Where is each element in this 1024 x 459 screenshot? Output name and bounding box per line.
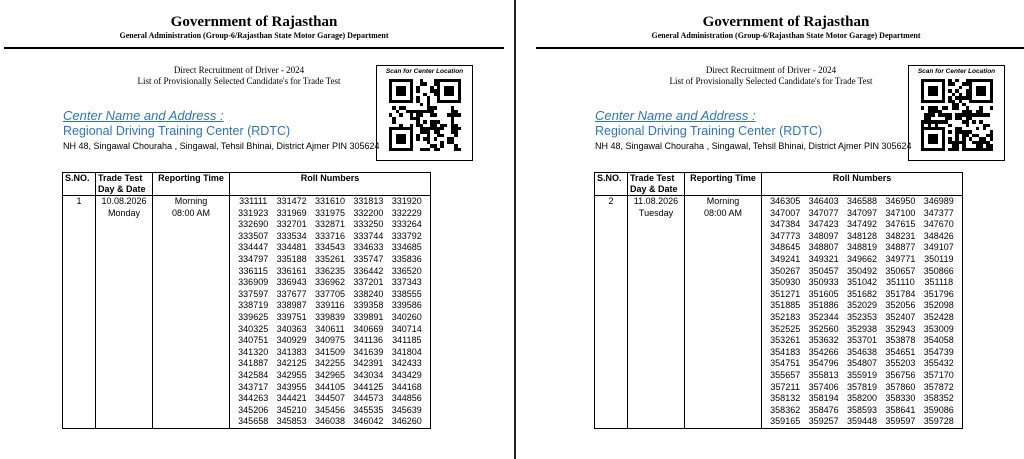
session-value: Morning bbox=[706, 196, 740, 206]
date-value: 11.08.2026 bbox=[633, 196, 679, 206]
day-value: Tuesday bbox=[638, 207, 674, 218]
roll-number: 341804 bbox=[391, 346, 422, 357]
roll-number: 348426 bbox=[923, 230, 954, 241]
roll-number: 348097 bbox=[808, 230, 839, 241]
roll-number: 346989 bbox=[923, 196, 954, 206]
roll-number: 351042 bbox=[846, 277, 878, 288]
roll-number: 347384 bbox=[770, 219, 801, 230]
roll-number: 336909 bbox=[238, 277, 269, 288]
roll-number: 331111 bbox=[239, 196, 268, 206]
schedule-table bbox=[594, 172, 963, 429]
roll-number: 334543 bbox=[314, 242, 346, 253]
time-value: 08:00 AM bbox=[703, 207, 743, 218]
table-header-row bbox=[63, 173, 431, 196]
roll-number: 346305 bbox=[770, 196, 801, 206]
roll-number: 354739 bbox=[923, 346, 954, 357]
document-page-2 bbox=[536, 0, 1024, 459]
roll-number: 350657 bbox=[885, 265, 916, 276]
roll-number: 346950 bbox=[885, 196, 916, 206]
roll-number: 331813 bbox=[353, 196, 384, 206]
roll-number: 345853 bbox=[276, 416, 307, 427]
roll-number: 339586 bbox=[391, 300, 422, 311]
roll-number: 351682 bbox=[846, 288, 878, 299]
roll-number: 348645 bbox=[770, 242, 801, 253]
list-title: List of Provisionally Selected Candidate's for Trade Test bbox=[669, 76, 873, 86]
roll-number: 358352 bbox=[923, 393, 954, 404]
roll-number: 331969 bbox=[276, 207, 307, 218]
row-date bbox=[96, 196, 153, 429]
roll-number: 347100 bbox=[885, 207, 916, 218]
roll-number: 347670 bbox=[923, 219, 954, 230]
roll-number: 353261 bbox=[770, 335, 801, 346]
recruitment-title: Direct Recruitment of Driver - 2024 bbox=[173, 65, 305, 75]
roll-number: 335836 bbox=[391, 253, 422, 264]
roll-number: 352525 bbox=[770, 323, 801, 334]
roll-number: 344856 bbox=[391, 393, 422, 404]
roll-number: 350866 bbox=[923, 265, 954, 276]
row-roll-numbers bbox=[230, 196, 431, 429]
roll-number: 338555 bbox=[391, 288, 422, 299]
roll-number: 343955 bbox=[276, 381, 307, 392]
roll-number: 332701 bbox=[276, 219, 307, 230]
roll-number: 341887 bbox=[238, 358, 269, 369]
roll-number: 347097 bbox=[846, 207, 878, 218]
roll-number: 338987 bbox=[276, 300, 307, 311]
roll-number: 338240 bbox=[353, 288, 384, 299]
roll-number: 351886 bbox=[808, 300, 839, 311]
roll-number: 359448 bbox=[846, 416, 878, 427]
roll-number: 335261 bbox=[314, 253, 346, 264]
roll-number: 346403 bbox=[808, 196, 839, 206]
roll-number: 355657 bbox=[770, 369, 801, 380]
center-name: Regional Driving Training Center (RDTC) bbox=[595, 124, 823, 138]
recruitment-heading bbox=[646, 65, 896, 87]
roll-number: 358132 bbox=[770, 393, 801, 404]
center-address: NH 48, Singawal Chouraha , Singawal, Tehsil Bhinai, District Ajmer PIN 305624 bbox=[595, 141, 912, 151]
center-label: Center Name and Address : bbox=[63, 108, 224, 123]
roll-number: 337343 bbox=[391, 277, 422, 288]
roll-number: 343717 bbox=[238, 381, 269, 392]
roll-number: 353701 bbox=[846, 335, 878, 346]
roll-number: 344168 bbox=[391, 381, 422, 392]
roll-number: 359257 bbox=[808, 416, 839, 427]
roll-number: 337201 bbox=[353, 277, 384, 288]
roll-number: 331975 bbox=[314, 207, 346, 218]
roll-number: 340363 bbox=[276, 323, 307, 334]
roll-number: 358476 bbox=[808, 404, 839, 415]
roll-number: 354183 bbox=[770, 346, 801, 357]
roll-number: 349241 bbox=[770, 253, 801, 264]
roll-number: 348128 bbox=[846, 230, 878, 241]
roll-number: 345210 bbox=[276, 404, 307, 415]
government-title: Government of Rajasthan bbox=[702, 14, 870, 30]
roll-number: 346038 bbox=[314, 416, 346, 427]
roll-number: 352407 bbox=[885, 311, 916, 322]
schedule-table bbox=[62, 172, 431, 429]
roll-number: 354651 bbox=[885, 346, 916, 357]
roll-number: 341185 bbox=[392, 335, 422, 346]
roll-number: 342584 bbox=[238, 369, 269, 380]
roll-number: 348819 bbox=[846, 242, 878, 253]
roll-number: 358641 bbox=[885, 404, 916, 415]
roll-number: 342965 bbox=[314, 369, 346, 380]
roll-number: 340975 bbox=[314, 335, 346, 346]
roll-number: 333264 bbox=[391, 219, 422, 230]
center-name: Regional Driving Training Center (RDTC) bbox=[63, 124, 291, 138]
roll-number: 348877 bbox=[885, 242, 916, 253]
roll-number: 346588 bbox=[846, 196, 878, 206]
roll-number: 345456 bbox=[314, 404, 346, 415]
roll-number: 354058 bbox=[923, 335, 954, 346]
roll-number: 341383 bbox=[276, 346, 307, 357]
list-title: List of Provisionally Selected Candidate's for Trade Test bbox=[137, 76, 341, 86]
roll-number: 340929 bbox=[276, 335, 307, 346]
roll-number: 347423 bbox=[808, 219, 839, 230]
roll-number: 345535 bbox=[353, 404, 384, 415]
roll-number: 340325 bbox=[238, 323, 269, 334]
roll-number: 358194 bbox=[808, 393, 839, 404]
roll-number: 350933 bbox=[808, 277, 839, 288]
roll-number: 336943 bbox=[276, 277, 307, 288]
roll-number: 350457 bbox=[808, 265, 839, 276]
header-roll-numbers: Roll Numbers bbox=[762, 173, 963, 196]
qr-code[interactable] bbox=[389, 79, 461, 151]
roll-number: 341509 bbox=[314, 346, 346, 357]
roll-number: 349107 bbox=[923, 242, 954, 253]
roll-number: 355813 bbox=[808, 369, 839, 380]
table-row bbox=[595, 196, 963, 429]
roll-number: 342391 bbox=[353, 358, 384, 369]
roll-number: 352029 bbox=[846, 300, 878, 311]
roll-number: 345658 bbox=[238, 416, 269, 427]
roll-number: 352183 bbox=[770, 311, 801, 322]
center-address: NH 48, Singawal Chouraha , Singawal, Tehsil Bhinai, District Ajmer PIN 305624 bbox=[63, 141, 380, 151]
recruitment-title: Direct Recruitment of Driver - 2024 bbox=[705, 65, 837, 75]
roll-number: 350267 bbox=[770, 265, 801, 276]
roll-number: 339358 bbox=[353, 300, 384, 311]
roll-number: 338719 bbox=[238, 300, 269, 311]
roll-number: 348807 bbox=[808, 242, 839, 253]
roll-number: 349662 bbox=[846, 253, 878, 264]
roll-number: 339891 bbox=[353, 311, 384, 322]
roll-numbers-grid bbox=[232, 196, 428, 428]
roll-number: 344421 bbox=[276, 393, 307, 404]
roll-number: 347377 bbox=[923, 207, 954, 218]
center-label: Center Name and Address : bbox=[595, 108, 756, 123]
roll-number: 340260 bbox=[391, 311, 422, 322]
row-reporting bbox=[153, 196, 230, 429]
roll-number: 352344 bbox=[808, 311, 839, 322]
roll-number: 344507 bbox=[314, 393, 346, 404]
roll-number: 359086 bbox=[923, 404, 954, 415]
roll-number: 334481 bbox=[276, 242, 307, 253]
roll-number: 354796 bbox=[808, 358, 839, 369]
roll-number: 351784 bbox=[885, 288, 916, 299]
roll-number: 336962 bbox=[314, 277, 346, 288]
roll-number: 333250 bbox=[353, 219, 384, 230]
roll-number: 346042 bbox=[353, 416, 384, 427]
roll-number: 350930 bbox=[770, 277, 801, 288]
roll-number: 354266 bbox=[808, 346, 839, 357]
roll-number: 332200 bbox=[353, 207, 384, 218]
roll-number: 342255 bbox=[314, 358, 346, 369]
date-value: 10.08.2026 bbox=[101, 196, 147, 206]
roll-number: 359597 bbox=[885, 416, 916, 427]
roll-number: 351885 bbox=[770, 300, 801, 311]
header-reporting: Reporting Time bbox=[685, 173, 762, 196]
roll-number: 352098 bbox=[923, 300, 954, 311]
roll-number: 351605 bbox=[808, 288, 839, 299]
roll-number: 358593 bbox=[846, 404, 878, 415]
header-sno: S.NO. bbox=[595, 173, 628, 196]
roll-number: 358362 bbox=[770, 404, 801, 415]
roll-number: 357860 bbox=[885, 381, 916, 392]
roll-number: 351118 bbox=[924, 277, 954, 288]
roll-number: 358330 bbox=[885, 393, 916, 404]
roll-number: 337597 bbox=[238, 288, 269, 299]
row-reporting bbox=[685, 196, 762, 429]
roll-number: 339751 bbox=[276, 311, 307, 322]
roll-number: 352560 bbox=[808, 323, 839, 334]
roll-number: 352056 bbox=[885, 300, 916, 311]
row-sno bbox=[63, 196, 96, 429]
qr-code-box bbox=[376, 65, 473, 161]
roll-number: 332871 bbox=[314, 219, 346, 230]
roll-number: 354751 bbox=[770, 358, 801, 369]
roll-numbers-grid bbox=[764, 196, 960, 428]
roll-number: 347077 bbox=[808, 207, 839, 218]
roll-number: 333744 bbox=[353, 230, 384, 241]
roll-number: 336442 bbox=[353, 265, 384, 276]
roll-number: 352943 bbox=[885, 323, 916, 334]
header-rule bbox=[536, 47, 1024, 49]
roll-number: 348231 bbox=[885, 230, 916, 241]
roll-number: 331923 bbox=[238, 207, 269, 218]
sno-value: 2 bbox=[608, 196, 614, 206]
roll-number: 347615 bbox=[885, 219, 916, 230]
roll-number: 346260 bbox=[391, 416, 422, 427]
roll-number: 351110 bbox=[886, 277, 915, 288]
roll-number: 341639 bbox=[353, 346, 384, 357]
roll-number: 345206 bbox=[238, 404, 269, 415]
roll-number: 336115 bbox=[238, 265, 268, 276]
roll-number: 350119 bbox=[924, 253, 954, 264]
roll-number: 353009 bbox=[923, 323, 954, 334]
roll-number: 331610 bbox=[314, 196, 346, 206]
header-rule bbox=[4, 47, 504, 49]
roll-number: 331920 bbox=[391, 196, 422, 206]
roll-number: 340669 bbox=[353, 323, 384, 334]
header-date: Trade Test Day & Date bbox=[96, 173, 153, 196]
roll-number: 334633 bbox=[353, 242, 384, 253]
roll-number: 347773 bbox=[770, 230, 801, 241]
roll-number: 334685 bbox=[391, 242, 422, 253]
roll-number: 355432 bbox=[923, 358, 954, 369]
roll-number: 357819 bbox=[846, 381, 878, 392]
qr-code[interactable] bbox=[921, 79, 993, 151]
roll-number: 357211 bbox=[770, 381, 800, 392]
roll-number: 337677 bbox=[276, 288, 307, 299]
government-title: Government of Rajasthan bbox=[170, 14, 338, 30]
roll-number: 340714 bbox=[391, 323, 422, 334]
day-value: Monday bbox=[107, 207, 141, 218]
roll-number: 332229 bbox=[391, 207, 422, 218]
roll-number: 333507 bbox=[238, 230, 269, 241]
roll-number: 359165 bbox=[770, 416, 801, 427]
roll-number: 352428 bbox=[923, 311, 954, 322]
roll-number: 351271 bbox=[770, 288, 801, 299]
header-roll-numbers: Roll Numbers bbox=[230, 173, 431, 196]
roll-number: 358200 bbox=[846, 393, 878, 404]
roll-number: 343429 bbox=[391, 369, 422, 380]
recruitment-heading bbox=[114, 65, 364, 87]
roll-number: 354807 bbox=[846, 358, 878, 369]
roll-number: 349771 bbox=[885, 253, 916, 264]
roll-number: 351796 bbox=[923, 288, 954, 299]
row-date bbox=[628, 196, 685, 429]
roll-number: 352938 bbox=[846, 323, 878, 334]
roll-number: 355203 bbox=[885, 358, 916, 369]
roll-number: 345639 bbox=[391, 404, 422, 415]
header-reporting: Reporting Time bbox=[153, 173, 230, 196]
roll-number: 347007 bbox=[770, 207, 801, 218]
qr-caption: Scan for Center Location bbox=[385, 68, 464, 75]
roll-number: 333792 bbox=[391, 230, 422, 241]
roll-number: 336161 bbox=[276, 265, 307, 276]
roll-number: 353632 bbox=[808, 335, 839, 346]
roll-number: 340611 bbox=[315, 323, 345, 334]
roll-number: 344125 bbox=[353, 381, 384, 392]
roll-number: 342433 bbox=[391, 358, 422, 369]
roll-number: 359728 bbox=[923, 416, 954, 427]
header-date: Trade Test Day & Date bbox=[628, 173, 685, 196]
roll-number: 335747 bbox=[353, 253, 384, 264]
department-title: General Administration (Group-6/Rajasthan State Motor Garage) Department bbox=[651, 31, 921, 40]
qr-code-box bbox=[908, 65, 1005, 161]
roll-number: 339839 bbox=[314, 311, 346, 322]
roll-number: 337705 bbox=[314, 288, 346, 299]
roll-number: 334797 bbox=[238, 253, 269, 264]
roll-number: 341136 bbox=[353, 335, 384, 346]
row-sno bbox=[595, 196, 628, 429]
roll-number: 332690 bbox=[238, 219, 269, 230]
roll-number: 352353 bbox=[846, 311, 878, 322]
roll-number: 333534 bbox=[276, 230, 307, 241]
roll-number: 344573 bbox=[353, 393, 384, 404]
roll-number: 335188 bbox=[276, 253, 307, 264]
table-header-row bbox=[595, 173, 963, 196]
document-page-1 bbox=[4, 0, 504, 459]
roll-number: 342955 bbox=[276, 369, 307, 380]
roll-number: 339116 bbox=[315, 300, 345, 311]
roll-number: 357170 bbox=[923, 369, 954, 380]
session-value: Morning bbox=[174, 196, 208, 206]
roll-number: 333716 bbox=[314, 230, 346, 241]
roll-number: 357406 bbox=[808, 381, 839, 392]
roll-number: 331472 bbox=[276, 196, 307, 206]
roll-number: 356756 bbox=[885, 369, 916, 380]
roll-number: 354638 bbox=[846, 346, 878, 357]
roll-number: 336235 bbox=[314, 265, 346, 276]
roll-number: 340751 bbox=[238, 335, 269, 346]
roll-number: 343034 bbox=[353, 369, 384, 380]
roll-number: 336520 bbox=[391, 265, 422, 276]
header-sno: S.NO. bbox=[63, 173, 96, 196]
roll-number: 353878 bbox=[885, 335, 916, 346]
sno-value: 1 bbox=[76, 196, 82, 206]
roll-number: 339625 bbox=[238, 311, 269, 322]
time-value: 08:00 AM bbox=[171, 207, 211, 218]
row-roll-numbers bbox=[762, 196, 963, 429]
roll-number: 341320 bbox=[238, 346, 269, 357]
roll-number: 350492 bbox=[846, 265, 878, 276]
table-row bbox=[63, 196, 431, 429]
roll-number: 347492 bbox=[846, 219, 878, 230]
roll-number: 342125 bbox=[276, 358, 307, 369]
roll-number: 344263 bbox=[238, 393, 269, 404]
roll-number: 334447 bbox=[238, 242, 269, 253]
roll-number: 344105 bbox=[314, 381, 346, 392]
roll-number: 349321 bbox=[808, 253, 839, 264]
page-divider bbox=[514, 0, 516, 459]
department-title: General Administration (Group-6/Rajasthan State Motor Garage) Department bbox=[119, 31, 389, 40]
roll-number: 355919 bbox=[846, 369, 878, 380]
qr-caption: Scan for Center Location bbox=[917, 68, 996, 75]
roll-number: 357872 bbox=[923, 381, 954, 392]
